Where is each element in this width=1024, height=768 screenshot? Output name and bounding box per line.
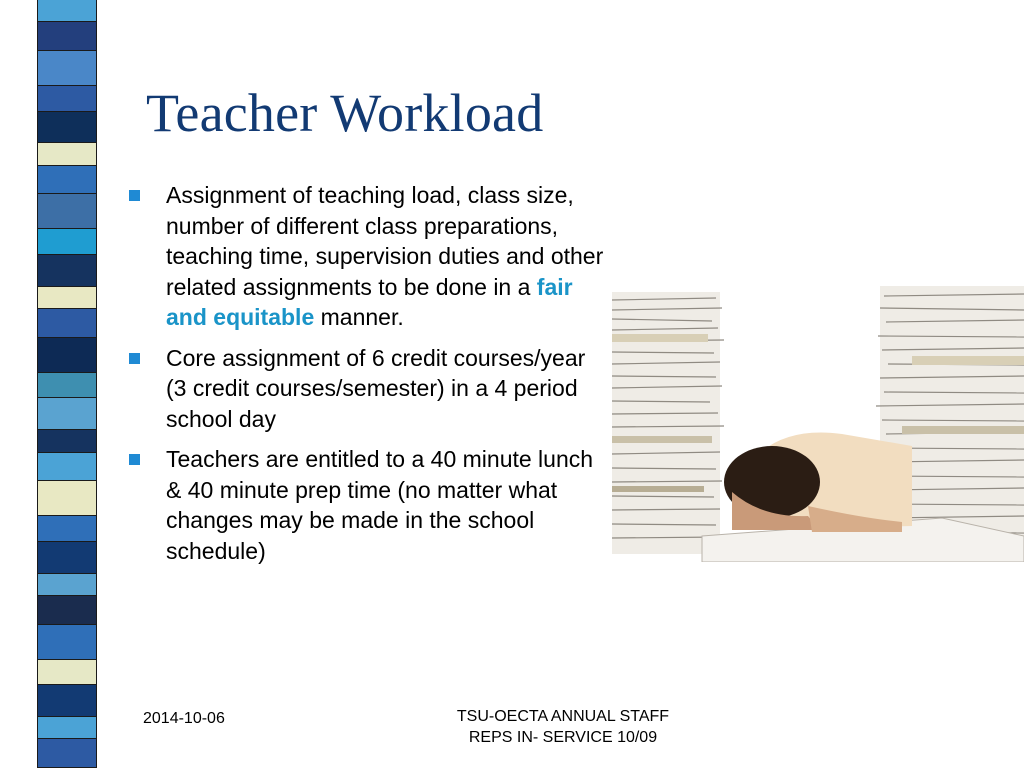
stripe-segment [38,112,96,144]
footer-title: TSU-OECTA ANNUAL STAFF REPS IN- SERVICE 10/09 [456,708,670,746]
bullet-text: Teachers are entitled to a 40 minute lunch & 40 minute prep time (no matter what changes may be made in the school schedule) [166,446,594,564]
stripe-segment [38,481,96,516]
square-bullet-icon [129,353,140,364]
slide-title: Teacher Workload [146,83,544,143]
stripe-segment [38,739,96,768]
stripe-segment [38,229,96,254]
stripe-segment [38,685,96,717]
stripe-segment [38,166,96,195]
stripe-segment [38,453,96,482]
bullet-item-core-assignment [126,343,612,435]
stripe-segment [38,398,96,430]
bullet-text: Core assignment of 6 credit courses/year (3 credit courses/semester) in a 4 period school day [166,344,586,432]
stripe-segment [38,86,96,111]
stripe-segment [38,51,96,86]
stripe-segment [38,287,96,309]
stripe-segment [38,255,96,287]
stripe-segment [38,194,96,229]
stripe-segment [38,373,96,398]
square-bullet-icon [129,190,140,201]
stripe-segment [38,309,96,338]
stripe-segment [38,660,96,685]
bullet-text: Assignment of teaching load, class size, number of different class preparations, teaching time, supervision duties and other related assignments to be done in a fair and equitable manner. [166,182,604,330]
bullet-list [126,180,612,576]
stripe-segment [38,574,96,596]
student-asleep-on-paper-stacks-photo [612,286,1024,562]
square-bullet-icon [129,454,140,465]
decorative-stripe-bar [38,0,96,768]
bullet-item-teaching-load [126,180,612,333]
stripe-segment [38,143,96,165]
left-paper-stack [612,292,724,554]
stripe-segment [38,22,96,51]
stripe-segment [38,717,96,739]
stripe-segment [38,516,96,541]
emphasis-text: fair and equitable [166,273,573,330]
stripe-segment [38,625,96,660]
stripe-segment [38,542,96,574]
stripe-segment [38,0,96,22]
footer-date: 2014-10-06 [143,710,225,727]
stripe-segment [38,430,96,452]
stripe-segment [38,338,96,373]
stripe-segment [38,596,96,625]
bullet-item-lunch-prep [126,444,612,566]
